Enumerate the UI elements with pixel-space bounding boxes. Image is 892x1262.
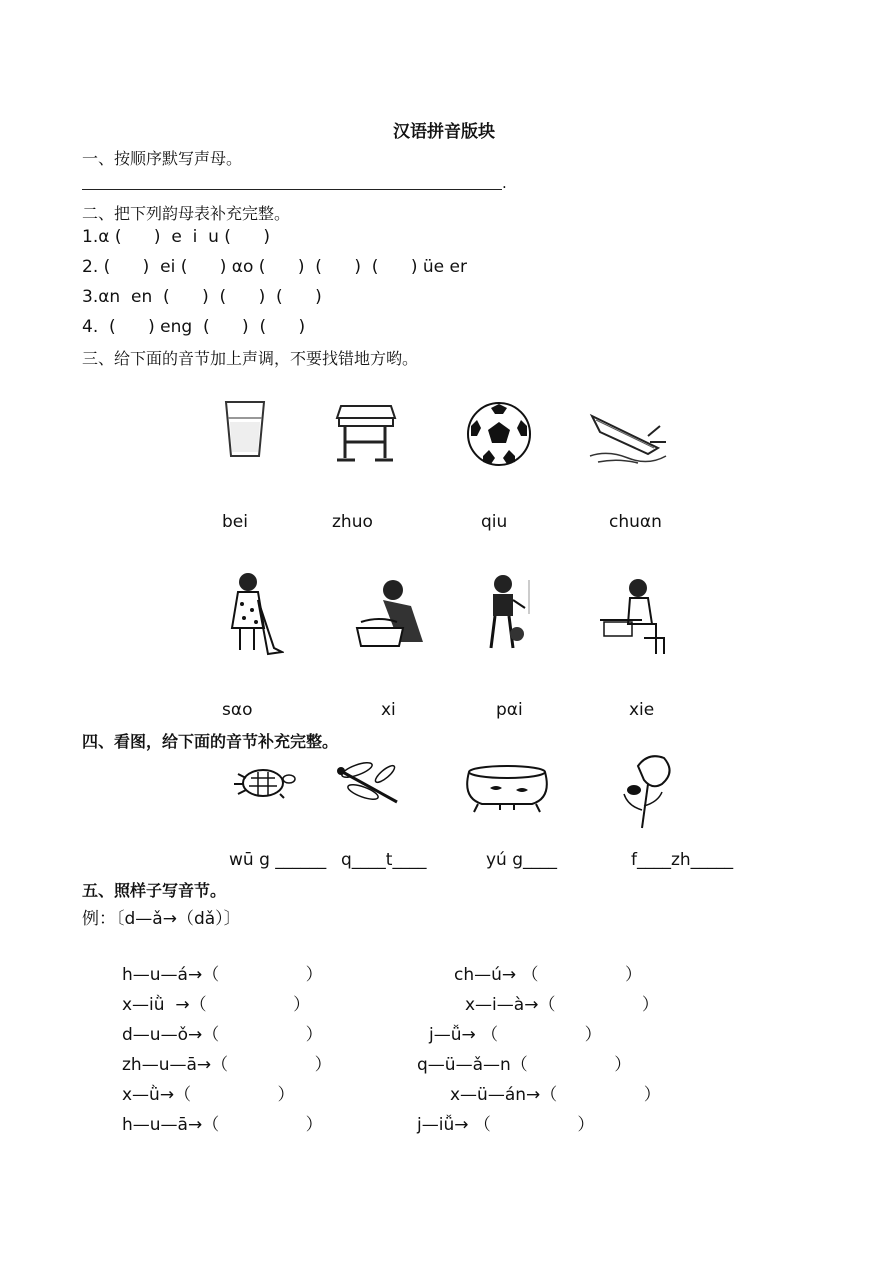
girl-sweeping-icon — [226, 570, 284, 656]
syllable-exercise[interactable]: ch—ú→ （ ） — [454, 965, 643, 985]
syllable-exercise[interactable]: x—i—à→（ ） — [465, 995, 659, 1015]
syllable-blank[interactable]: yú g____ — [486, 850, 558, 870]
page-title: 汉语拼音版块 — [393, 122, 495, 142]
boy-bouncing-ball-icon — [481, 574, 539, 656]
glass-icon — [222, 398, 268, 460]
vowel-line-4: 4. ( ) eng ( ) ( ) — [82, 317, 306, 337]
section-4-heading: 四、看图，给下面的音节补充完整。 — [82, 732, 339, 751]
syllable-blank[interactable]: wū g ______ — [229, 850, 327, 870]
boat-icon — [588, 406, 668, 466]
syllable-exercise[interactable]: q—ü—ǎ—n（ ） — [417, 1055, 632, 1075]
syllable-exercise[interactable]: h—u—á→（ ） — [122, 965, 323, 985]
vowel-line-3: 3.αn en ( ) ( ) ( ) — [82, 287, 322, 307]
syllable-label: xi — [381, 700, 396, 720]
syllable-exercise[interactable]: j—ǚ→ （ ） — [429, 1025, 602, 1045]
syllable-blank[interactable]: f____zh_____ — [631, 850, 734, 870]
syllable-label: xie — [629, 700, 655, 720]
fishbowl-icon — [460, 764, 554, 814]
turtle-icon — [230, 766, 296, 800]
section-3-heading: 三、给下面的音节加上声调，不要找错地方哟。 — [82, 349, 419, 368]
section-2-heading: 二、把下列韵母表补充完整。 — [82, 204, 291, 223]
dragonfly-icon — [333, 762, 401, 808]
syllable-exercise[interactable]: d—u—ǒ→（ ） — [122, 1025, 323, 1045]
syllable-label: zhuo — [332, 512, 373, 532]
syllable-blank[interactable]: q____t____ — [341, 850, 427, 870]
syllable-exercise[interactable]: x—ǜ→（ ） — [122, 1085, 295, 1105]
syllable-label: sαo — [222, 700, 253, 720]
line-end-dot: . — [502, 174, 507, 192]
syllable-label: pαi — [496, 700, 523, 720]
syllable-label: bei — [222, 512, 248, 532]
vowel-line-1: 1.α ( ) e i u ( ) — [82, 227, 270, 247]
girl-washing-icon — [353, 578, 429, 650]
syllable-label: chuαn — [609, 512, 662, 532]
bird-flower-icon — [618, 750, 680, 830]
answer-line[interactable] — [82, 189, 502, 190]
desk-icon — [333, 398, 399, 466]
soccer-ball-icon — [465, 400, 533, 468]
syllable-label: qiu — [481, 512, 508, 532]
syllable-exercise[interactable]: x—ü—án→（ ） — [450, 1085, 661, 1105]
boy-writing-icon — [598, 578, 670, 656]
syllable-exercise[interactable]: x—iǜ →（ ） — [122, 995, 311, 1015]
section-5-heading: 五、照样子写音节。 — [82, 881, 227, 900]
syllable-exercise[interactable]: zh—u—ā→（ ） — [122, 1055, 332, 1075]
section-1-heading: 一、按顺序默写声母。 — [82, 149, 243, 168]
example-line: 例：〔d—ǎ→（dǎ）〕 — [82, 909, 241, 929]
vowel-line-2: 2. ( ) ei ( ) αo ( ) ( ) ( ) üe er — [82, 257, 467, 277]
syllable-exercise[interactable]: h—u—ā→（ ） — [122, 1115, 323, 1135]
syllable-exercise[interactable]: j—iǚ→ （ ） — [417, 1115, 595, 1135]
